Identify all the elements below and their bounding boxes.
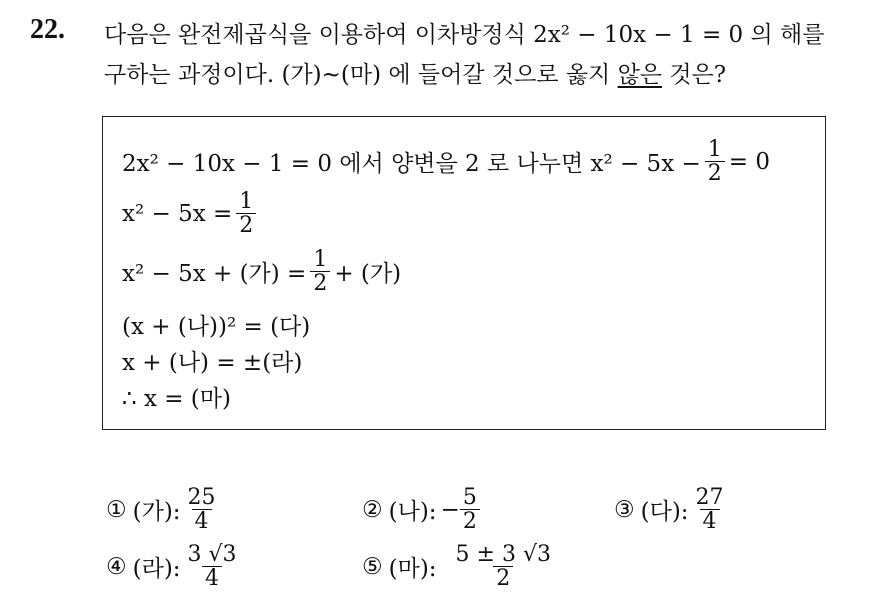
choice-fraction [693, 486, 727, 533]
question-text-line2 [104, 56, 726, 89]
step3-text: x² − 5x + (가) = [122, 261, 307, 288]
choice-fraction [185, 543, 240, 590]
choice-5[interactable] [362, 543, 558, 590]
step3-rhs: + (가) [334, 261, 402, 288]
fraction-numerator: 1 [239, 189, 254, 214]
choice-fraction [453, 543, 554, 590]
step1-fraction [705, 138, 725, 185]
choice-marker: ② [362, 496, 383, 523]
fraction-denominator: 2 [310, 271, 330, 295]
question-number: 22. [30, 14, 65, 45]
choice-marker: ③ [614, 496, 635, 523]
fraction-denominator: 2 [236, 213, 256, 237]
choice-label: (마): [388, 556, 437, 583]
choice-fraction [185, 486, 219, 533]
step1-text: 2x² − 10x − 1 = 0 에서 양변을 2 로 나누면 x² − 5x − [122, 151, 701, 178]
derivation-step-5: x + (나) = ±(라) [122, 350, 303, 376]
choice-sign: − [440, 496, 460, 523]
derivation-step-4: (x + (나))² = (다) [122, 314, 311, 340]
underlined-negation: 않은 [617, 62, 663, 88]
step3-fraction [310, 248, 330, 295]
question-text-line2-a: 구하는 과정이다. (가)~(마) 에 들어갈 것으로 옳지 [104, 62, 618, 88]
choice-marker: ⑤ [362, 553, 383, 580]
fraction-numerator: 25 [187, 485, 216, 510]
fraction-denominator: 2 [705, 161, 725, 185]
choice-1[interactable] [106, 486, 223, 533]
step1-rhs: = 0 [728, 148, 770, 175]
fraction-numerator: 1 [313, 247, 328, 272]
fraction-numerator: 1 [707, 137, 722, 162]
question-text-line2-b: 것은? [662, 62, 727, 88]
fraction-denominator: 4 [192, 509, 212, 533]
fraction-numerator: 27 [695, 485, 724, 510]
derivation-step-3 [122, 248, 401, 295]
fraction-numerator: 5 ± 3 √3 [455, 542, 551, 567]
choice-3[interactable] [614, 486, 731, 533]
question-text-line1: 다음은 완전제곱식을 이용하여 이차방정식 2x² − 10x − 1 = 0 의 해를 [104, 22, 825, 48]
fraction-denominator: 4 [202, 566, 222, 590]
fraction-denominator: 4 [700, 509, 720, 533]
choice-2[interactable] [362, 486, 484, 533]
choice-4[interactable] [106, 543, 244, 590]
choice-label: (다): [640, 499, 689, 526]
fraction-denominator: 2 [493, 566, 513, 590]
derivation-step-1 [122, 138, 770, 185]
choice-marker: ④ [106, 553, 127, 580]
choice-marker: ① [106, 496, 127, 523]
choice-label: (라): [132, 556, 181, 583]
fraction-numerator: 5 [462, 485, 477, 510]
fraction-numerator: 3 √3 [187, 542, 237, 567]
derivation-step-6: ∴ x = (마) [122, 386, 231, 412]
derivation-step-2 [122, 190, 260, 237]
step2-fraction [236, 190, 256, 237]
choice-fraction [460, 486, 480, 533]
choice-label: (가): [132, 499, 181, 526]
fraction-denominator: 2 [460, 509, 480, 533]
choice-label: (나): [388, 499, 437, 526]
step2-text: x² − 5x = [122, 200, 233, 227]
